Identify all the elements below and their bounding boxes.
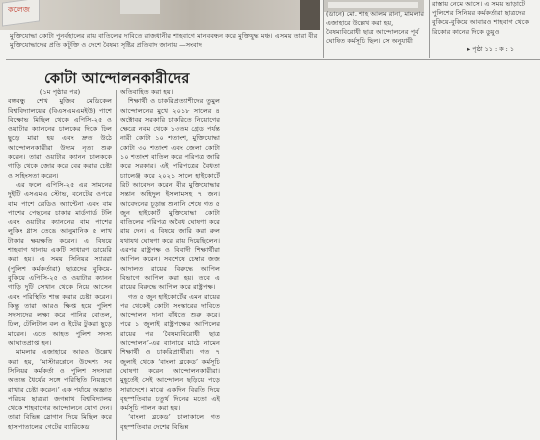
divider-vertical-top bbox=[323, 0, 324, 58]
photo-dark-area bbox=[300, 0, 320, 30]
column-1-subhead: (১ম পৃষ্ঠার পর) bbox=[39, 88, 81, 96]
column-2-paragraph: ‘বাংলা ব্লকেড’ চালাকালে গত বৃহস্পতিবার দেশের বিভিন্ন bbox=[120, 413, 220, 431]
photo-banner-text: কলেজ bbox=[8, 5, 30, 14]
photo-banner-secondary bbox=[120, 0, 160, 14]
column-1-paragraph: এর ফলে এপিসি-২৫ এর সামনের দুইটি এসএমএ স্টোভ, বনেটের ওপরে বাম পাশে রেডিও অ্যান্টেনা এবং বাম পাশের পেছনের চাকার মার্ডগার্ড টলি এবং ওয়াটার ক্যাননের বাম পাশের লুকিং গ্লাস তেঙে আনুমানিক ৫ লাখ টাকার ক্ষয়ক্ষতি করেন। এ বিষয়ে শাহবাগ থানায় একটি সাধারণ ডায়েরি করা হয়। এ সময় সিনিয়র স্যাররা (পুলিশ কর্মকর্তারা) ছাত্রদের বুকিয়ে-বুকিয়ে এপিসি-২৫ ও ওয়াটার ক্যানন গাড়ি দুটি সেখান থেকে নিয়ে আসেন এবং পরিস্থিতি শান্ত করার চেষ্টা করেন। কিন্তু তারা আরও ক্ষিপ্ত হয়ে পুলিশ সদস্যদের লক্ষ্য করে পানির বোতল, ঢিল, টেলিটাল বল ও ইটের টুকরা ছুড়ে মারেন। এতে আহত পুলিশ সদস্য আঘাতপ্রাপ্ত হন। bbox=[8, 180, 112, 348]
article-column-2 bbox=[120, 88, 220, 440]
photo-caption: মুক্তিযোদ্ধা কোটা পুনর্বহালের রায় বাতিলের দাবিতে রাজধানীর শাহবাগে মানববন্ধন করে মুক্তিযুদ্ধ মঞ্চ। এসময় তারা বীর মুক্তিযোদ্ধাদের প্রতি কটূক্তি ও দেশে বৈষম্য সৃষ্টির প্রতিবাদ জানায় —সংবাদ bbox=[10, 32, 318, 50]
right-column-text: (ডানে) মো. শাহ আলম রানা, মামলার এজাহারে উল্লেখ করা হয়, বৈষম্যবিরোধী ছাত্র আন্দোলনের পূর্ব ঘোষিত কর্মসূচি ছিল। সে অনুযায়ী bbox=[326, 10, 425, 45]
divider-horizontal bbox=[6, 59, 540, 60]
page-reference: ▸ পৃষ্ঠা ১১ : ক : ১ bbox=[467, 45, 514, 53]
divider-column bbox=[116, 90, 117, 440]
column-2-paragraph: শিক্ষার্থী ও চাকরিপ্রত্যাশীদের তুমুল আন্দোলনের মুখে ২০১৮ সালের ৪ অক্টোবর সরকারি চাকরিতে নিয়োগের ক্ষেত্রে নবম থেকে ১৩তম গ্রেড পর্যন্ত নারী কোটা ১০ শতাংশ, মুক্তিযোদ্ধা কোটা ৩০ শতাংশ এবং জেলা কোটা ১০ শতাংশ বাতিল করে পরিপত্র জারি করে সরকার। এই পরিপত্রের বৈধতা চ্যালেঞ্জ করে ২০২১ সালে হাইকোর্টে রিট আবেদন করেন বীর মুক্তিযোদ্ধার সন্তান অহিদুল ইসলামসহ ৭ জন। আবেদনের চূড়ান্ত শুনানি শেষে গত ৫ জুন হাইকোর্ট মুক্তিযোদ্ধা কোটা বাতিলের পরিপত্র অবৈধ ঘোষণা করে রায় দেন। এ বিষয়ে জারি করা রুল যথাযথ ঘোষণা করে রায় দিয়েছিলেন। এরপর রাষ্ট্রপক্ষ ও বিবাদী শিক্ষার্থীরা আপিল করেন। সবশেষে চেম্বার জজ আদালত রায়ের বিরুদ্ধে আপিল বিভাগে আপিল করা হয়। তবে এ রায়ের বিরুদ্ধে আপিল করে রাষ্ট্রপক্ষ। bbox=[120, 97, 220, 292]
column-1-paragraph: বঙ্গবন্ধু শেখ মুজিব মেডিকেল বিশ্ববিদ্যালয়ের (বিএসএমএমইউ) পাশে বিক্ষোভ মিছিল থেকে এপিসি-২৫ ও ওয়াটার ক্যাননের চালকের দিকে ঢিল ছুড়ে মারা হয় এবং দ্রুত উঠে আন্দোলনকারীরা উদ্যম নৃত্য শুরু করেন। তারা ওয়াটার ক্যানন চালককে গাড়ি থেকে জোর করে বের করার চেষ্টা ও সহিংসতা করেন। bbox=[8, 97, 112, 180]
far-right-column-text: রাস্তায় নেমে আসে। এ সময় ভাড়াটে পুলিশের সিনিয়র কর্মকর্তারা ছাত্রদের বুকিয়ে-বুকিয়ে আবারও শাহবাগ থেকে রিকোর কানের দিকে ডুয়ুও bbox=[432, 0, 530, 36]
article-column-1 bbox=[8, 88, 112, 440]
top-photo bbox=[0, 0, 320, 30]
column-1-paragraph: মামলার এজাহারে আরও উল্লেখ করা হয়, ‘মাস্টারপ্লেনে উদ্দেশ্য সব সিনিয়র কর্মকর্তা ও পুলিশ সদস্যরা অত্যন্ত ধৈর্যের সঙ্গে পরিস্থিতি নিয়ন্ত্রণে রাখার চেষ্টা করেন।’ এক পর্যায়ে অজ্ঞাত পরিচয় ছাত্ররা জগন্নাথ বিশ্ববিদ্যালয় থেকে শাহবাগের আন্দোলনে যোগ দেন। তারা বিভিন্ন স্লোগান দিয়ে মিছিল করে হাসপাতালের গেটের ব্যারিকেড bbox=[8, 348, 112, 431]
column-2-paragraph: গত ৫ জুন হাইকোর্টের এমন রায়ের পর থেকেই কোটা সংস্কারের দাবিতে আন্দোলন দানা বাঁধতে শুরু করে। পরে ১ জুলাই রাষ্ট্রপক্ষের আপিলের রায়ের পর ‘বৈষম্যবিরোধী ছাত্র আন্দোলন’-এর ব্যানারে মাঠে নামেন শিক্ষার্থী ও চাকরিপ্রার্থীরা। গত ৭ জুলাই থেকে ‘বাংলা ব্লকেড’ কর্মসূচি ঘোষণা করেন আন্দোলনকারীরা। মুহূর্তেই সেই আন্দোলন ছড়িয়ে পড়ে সারাদেশে। মাঝে একদিন বিরতি দিয়ে বৃহস্পতিবার চতুর্থ দিনের মতো এই কর্মসূচি পালন করা হয়। bbox=[120, 292, 220, 413]
column-2-paragraph: অতিবাহিত করা হয়। bbox=[120, 88, 174, 96]
article-headline: কোটা আন্দোলনকারীদের bbox=[44, 70, 190, 87]
divider-vertical-top-right bbox=[429, 0, 430, 58]
